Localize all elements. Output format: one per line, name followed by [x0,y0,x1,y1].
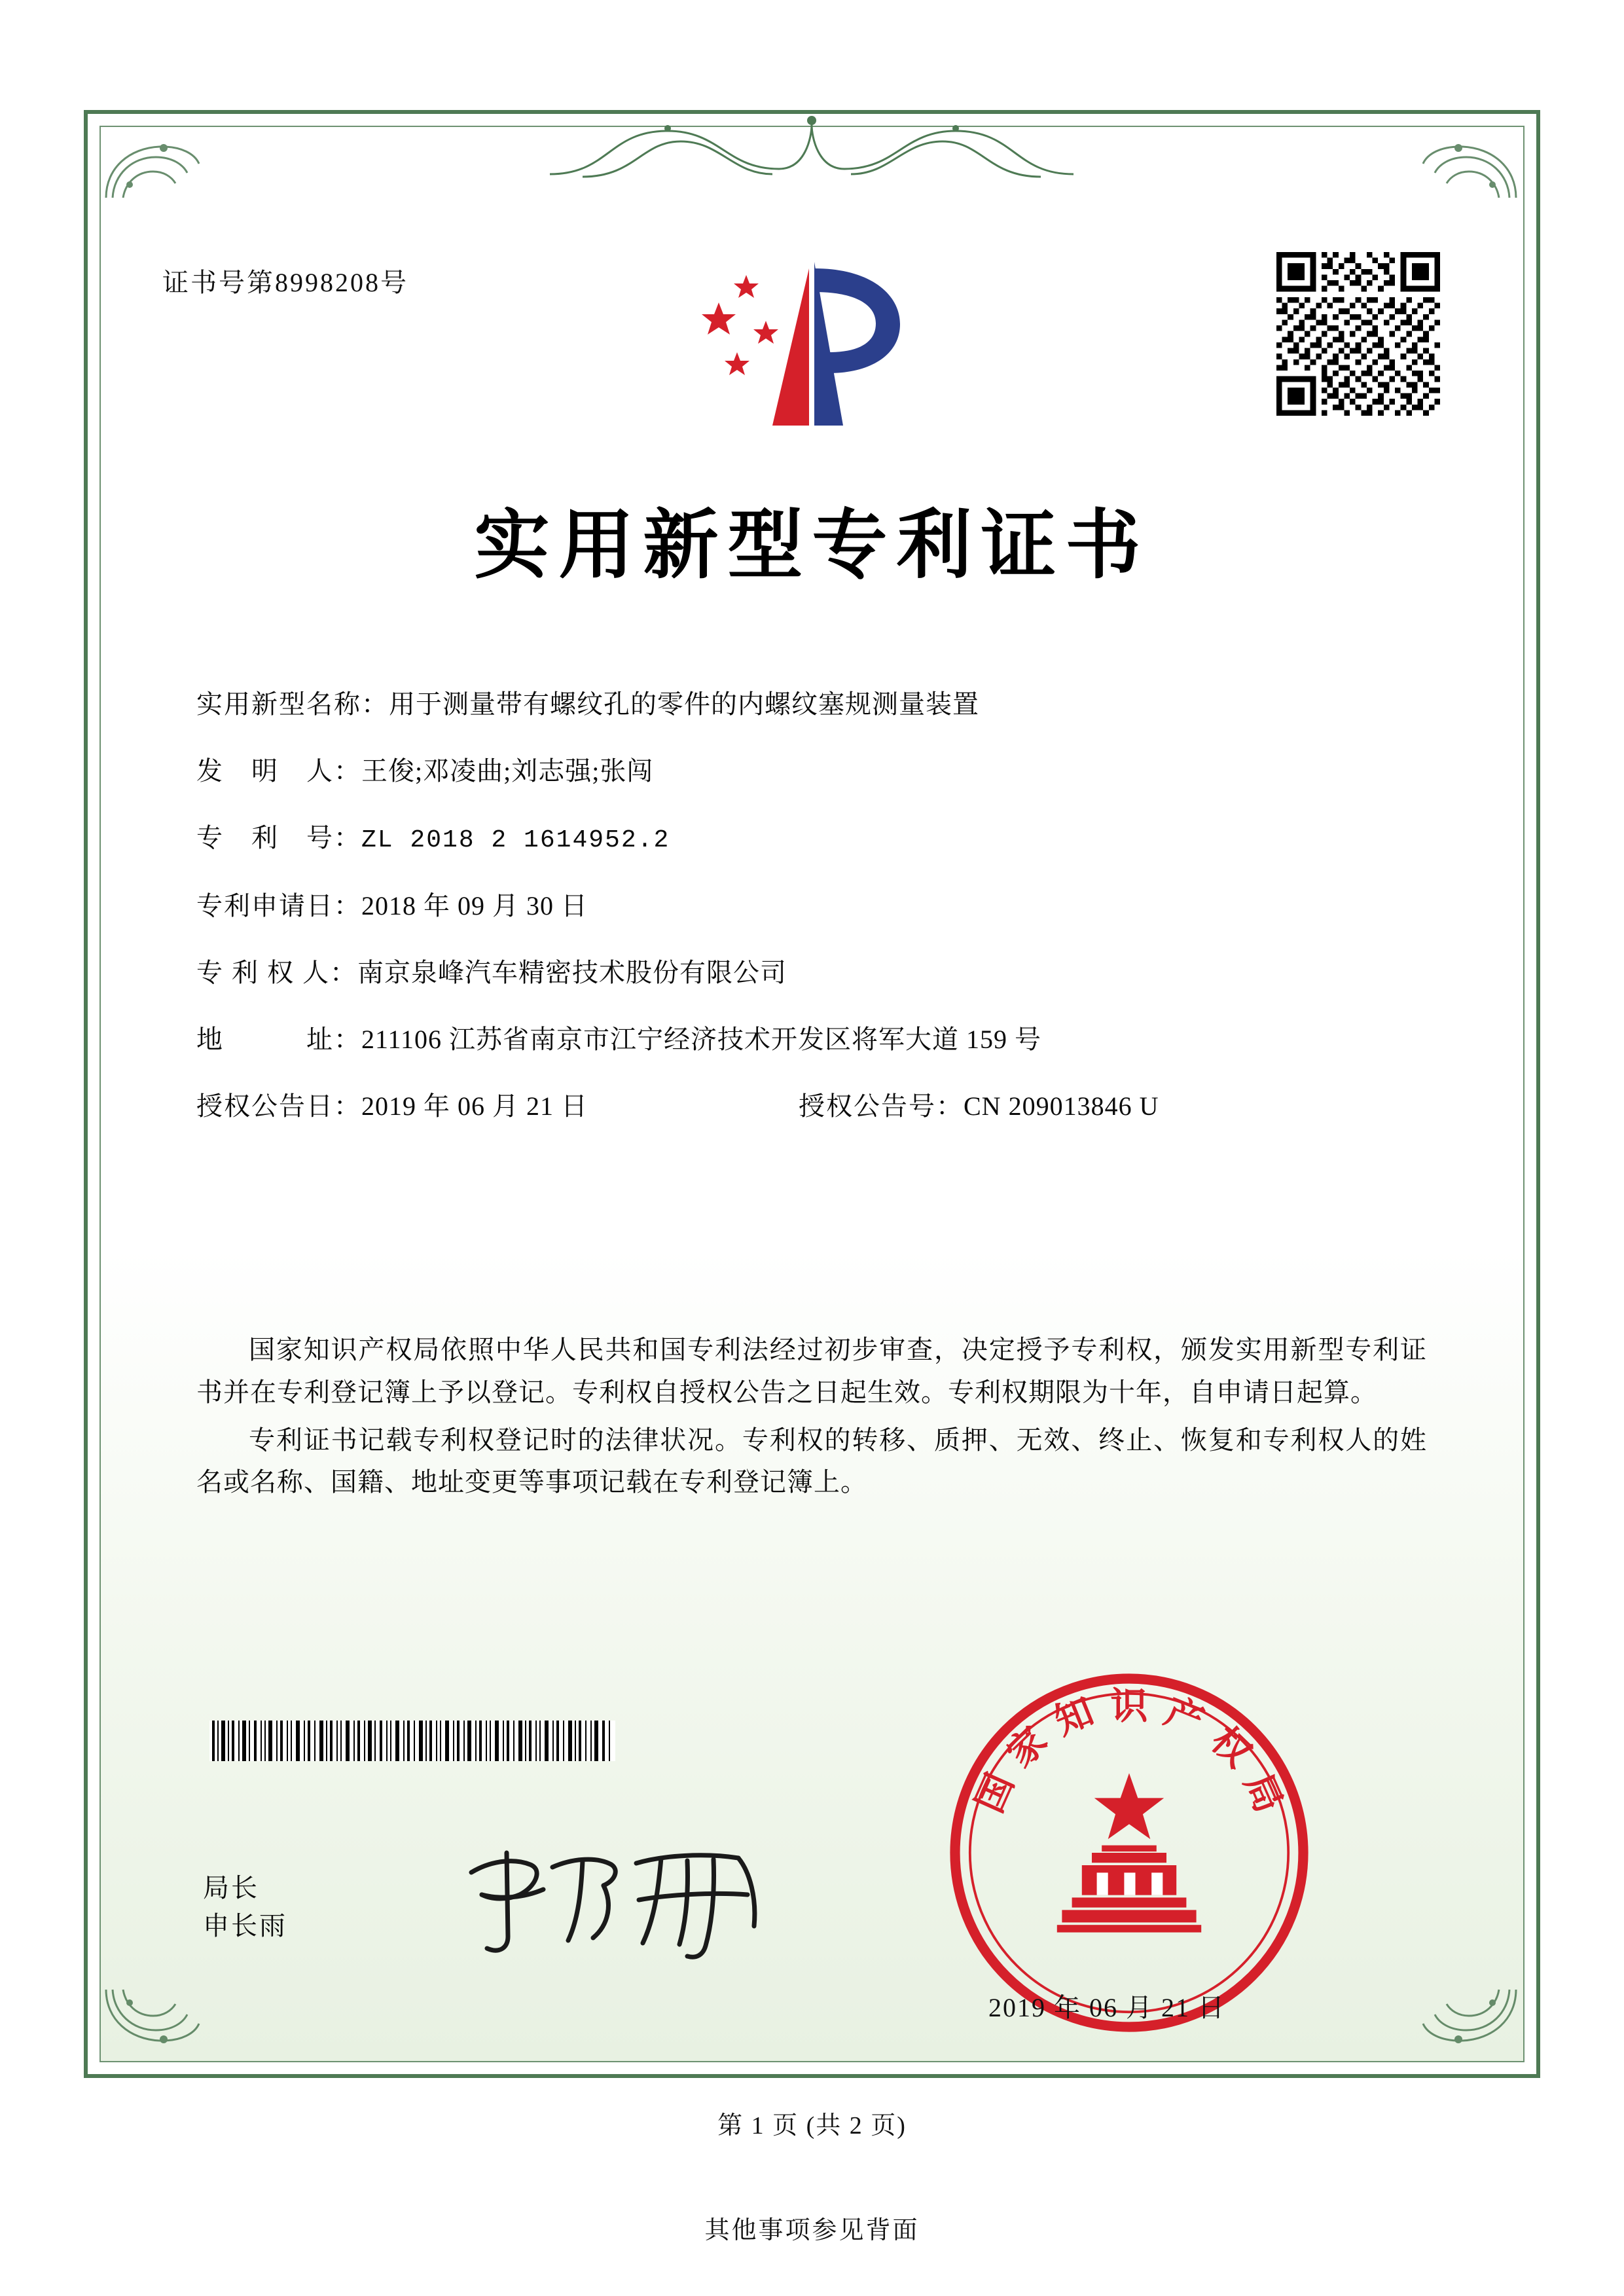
field-label: 地 址： [196,1025,361,1055]
certificate-fields [196,687,1440,1156]
field-value: 用于测量带有螺纹孔的零件的内螺纹塞规测量装置 [389,689,979,719]
barcode-icon [209,1721,615,1761]
page-title: 实用新型专利证书 [474,501,1150,589]
svg-text:识: 识 [1110,1683,1148,1728]
svg-text:国: 国 [967,1766,1022,1819]
grant-date-group [196,1089,799,1123]
field-value: 2019 年 06 月 21 日 [361,1091,588,1121]
director-block [203,1869,287,1945]
certificate-body-text [196,1329,1427,1509]
svg-text:知: 知 [1048,1688,1100,1744]
field-row-utility-model-name [196,687,1440,721]
field-label: 专利申请日： [196,891,361,921]
field-row-patent-number [196,821,1440,856]
field-label: 专 利 号： [196,823,361,852]
certificate-number: 证书号第8998208号 [162,268,408,297]
field-row-inventors [196,754,1440,788]
field-row-patentee [196,956,1440,990]
field-value: CN 209013846 U [964,1091,1159,1121]
field-value: 王俊;邓凌曲;刘志强;张闯 [361,756,654,786]
top-ornament-icon [511,111,1113,190]
national-ip-administration-seal-icon [943,1666,1316,2039]
field-label: 实用新型名称： [196,689,389,719]
director-title-label: 局长 [203,1873,259,1903]
field-value: ZL 2018 2 1614952.2 [361,826,670,854]
field-row-grant-announcement [196,1089,1440,1123]
qr-code-icon [1276,252,1440,416]
corner-ornament-icon [103,1987,202,2059]
svg-text:产: 产 [1159,1688,1210,1744]
svg-text:家: 家 [998,1718,1056,1776]
page-note: 其他事项参见背面 [704,2217,920,2244]
handwritten-signature-icon [452,1827,799,1971]
corner-ornament-icon [1420,128,1519,200]
field-row-address [196,1023,1440,1057]
corner-ornament-icon [103,128,202,200]
corner-ornament-icon [1420,1987,1519,2059]
svg-text:局: 局 [1236,1766,1291,1819]
seal-date: 2019 年 06 月 21 日 [988,1993,1225,2022]
field-value: 211106 江苏省南京市江宁经济技术开发区将军大道 159 号 [361,1025,1042,1055]
field-value: 2018 年 09 月 30 日 [361,891,588,921]
field-label: 授权公告号： [799,1091,964,1121]
field-value: 南京泉峰汽车精密技术股份有限公司 [357,958,787,988]
grant-number-group [799,1089,1440,1123]
field-row-application-date [196,889,1440,923]
field-label: 授权公告日： [196,1091,361,1121]
body-paragraph-2: 专利证书记载专利权登记时的法律状况。专利权的转移、质押、无效、终止、恢复和专利权人的姓名或名称、国籍、地址变更等事项记载在专利登记簿上。 [196,1425,1427,1497]
director-name: 申长雨 [203,1911,287,1941]
field-label: 专 利 权 人： [196,958,357,988]
field-label: 发 明 人： [196,756,361,786]
page-footer: 第 1 页 (共 2 页) [717,2112,907,2140]
cnipa-emblem-icon [674,242,949,452]
body-paragraph-1: 国家知识产权局依照中华人民共和国专利法经过初步审查，决定授予专利权，颁发实用新型专利证书并在专利登记簿上予以登记。专利权自授权公告之日起生效。专利权期限为十年，自申请日起算。 [196,1335,1427,1407]
svg-text:权: 权 [1202,1718,1260,1776]
